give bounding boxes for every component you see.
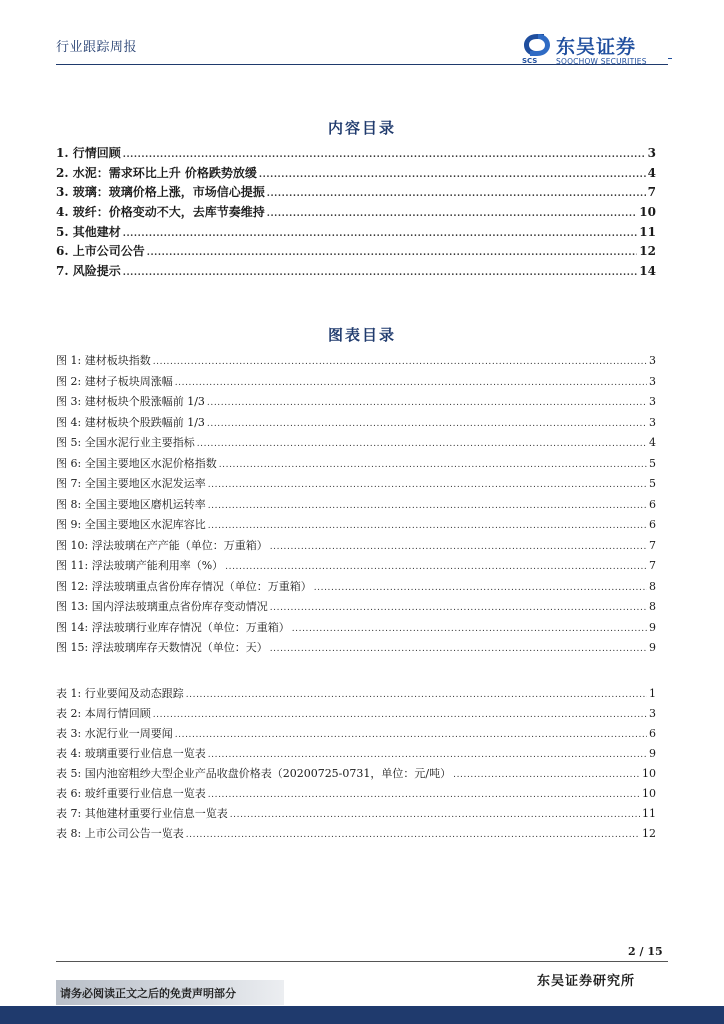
footer-band: [0, 1006, 724, 1024]
figure-item[interactable]: 图 6: 全国主要地区水泥价格指数 ..... 5: [56, 455, 656, 476]
figure-item[interactable]: 图 4: 建材板块个股跌幅前 1/3 ..... 3: [56, 414, 656, 435]
header-divider: [56, 64, 668, 65]
logo-name-en: SOOCHOW SECURITIES: [556, 57, 647, 66]
figure-item[interactable]: 图 8: 全国主要地区磨机运转率 ..... 6: [56, 496, 656, 517]
research-institute-label: 东吴证券研究所: [537, 974, 636, 989]
figure-item[interactable]: 图 3: 建材板块个股涨幅前 1/3 ..... 3: [56, 393, 656, 414]
toc-list: [56, 144, 656, 282]
table-item[interactable]: 表 2: 本周行情回顾 ..... 3: [56, 705, 656, 725]
toc-item[interactable]: 3. 玻璃：玻璃价格上涨，市场信心提振 ..... 7: [56, 183, 656, 203]
table-item[interactable]: 表 6: 玻纤重要行业信息一览表 ..... 10: [56, 785, 656, 805]
company-logo: [522, 32, 682, 66]
table-item[interactable]: 表 4: 玻璃重要行业信息一览表 ..... 9: [56, 745, 656, 765]
toc-title: 内容目录: [327, 119, 396, 137]
figure-item[interactable]: 图 9: 全国主要地区水泥库容比 ..... 6: [56, 516, 656, 537]
figure-item[interactable]: 图 11: 浮法玻璃产能利用率（%） ..... 7: [56, 557, 656, 578]
table-item[interactable]: 表 7: 其他建材重要行业信息一览表 ..... 11: [56, 805, 656, 825]
figure-item[interactable]: 图 1: 建材板块指数 ..... 3: [56, 352, 656, 373]
figure-item[interactable]: 图 5: 全国水泥行业主要指标 ..... 4: [56, 434, 656, 455]
table-item[interactable]: 表 8: 上市公司公告一览表 ..... 12: [56, 825, 656, 845]
figure-item[interactable]: 图 13: 国内浮法玻璃重点省份库存变动情况 ..... 8: [56, 598, 656, 619]
table-item[interactable]: 表 3: 水泥行业一周要闻 ..... 6: [56, 725, 656, 745]
disclaimer-text: 请务必阅读正文之后的免责声明部分: [60, 987, 236, 1000]
toc-item[interactable]: 6. 上市公司公告 ..... 12: [56, 242, 656, 262]
table-item[interactable]: 表 1: 行业要闻及动态跟踪 ..... 1: [56, 685, 656, 705]
table-item[interactable]: 表 5: 国内池窑粗纱大型企业产品收盘价格表（20200725-0731，单位：元/吨） ..... 10: [56, 765, 656, 785]
figure-item[interactable]: 图 10: 浮法玻璃在产产能（单位：万重箱） ..... 7: [56, 537, 656, 558]
toc-item[interactable]: 1. 行情回顾 ..... 3: [56, 144, 656, 164]
toc-item[interactable]: 5. 其他建材 ..... 11: [56, 223, 656, 243]
header-dash: [668, 58, 672, 59]
toc-item[interactable]: 4. 玻纤：价格变动不大，去库节奏维持 ..... 10: [56, 203, 656, 223]
toc-item[interactable]: 2. 水泥：需求环比上升 价格跌势放缓 ..... 4: [56, 164, 656, 184]
footer-divider: [56, 961, 668, 962]
page-number: 2 / 15: [628, 945, 663, 958]
figure-list: [56, 352, 656, 660]
toc-item[interactable]: 7. 风险提示 ..... 14: [56, 262, 656, 282]
logo-mark-icon: [522, 32, 552, 58]
figure-item[interactable]: 图 12: 浮法玻璃重点省份库存情况（单位：万重箱） ..... 8: [56, 578, 656, 599]
figure-list-title: 图表目录: [327, 326, 396, 344]
report-type-label: 行业跟踪周报: [56, 40, 138, 55]
table-list: [56, 685, 656, 845]
figure-item[interactable]: 图 15: 浮法玻璃库存天数情况（单位：天） ..... 9: [56, 639, 656, 660]
figure-item[interactable]: 图 7: 全国主要地区水泥发运率 ..... 5: [56, 475, 656, 496]
figure-item[interactable]: 图 14: 浮法玻璃行业库存情况（单位：万重箱） ..... 9: [56, 619, 656, 640]
figure-item[interactable]: 图 2: 建材子板块周涨幅 ..... 3: [56, 373, 656, 394]
logo-name-cn: 东吴证券: [556, 36, 637, 58]
logo-abbreviation: SCS: [522, 57, 538, 65]
